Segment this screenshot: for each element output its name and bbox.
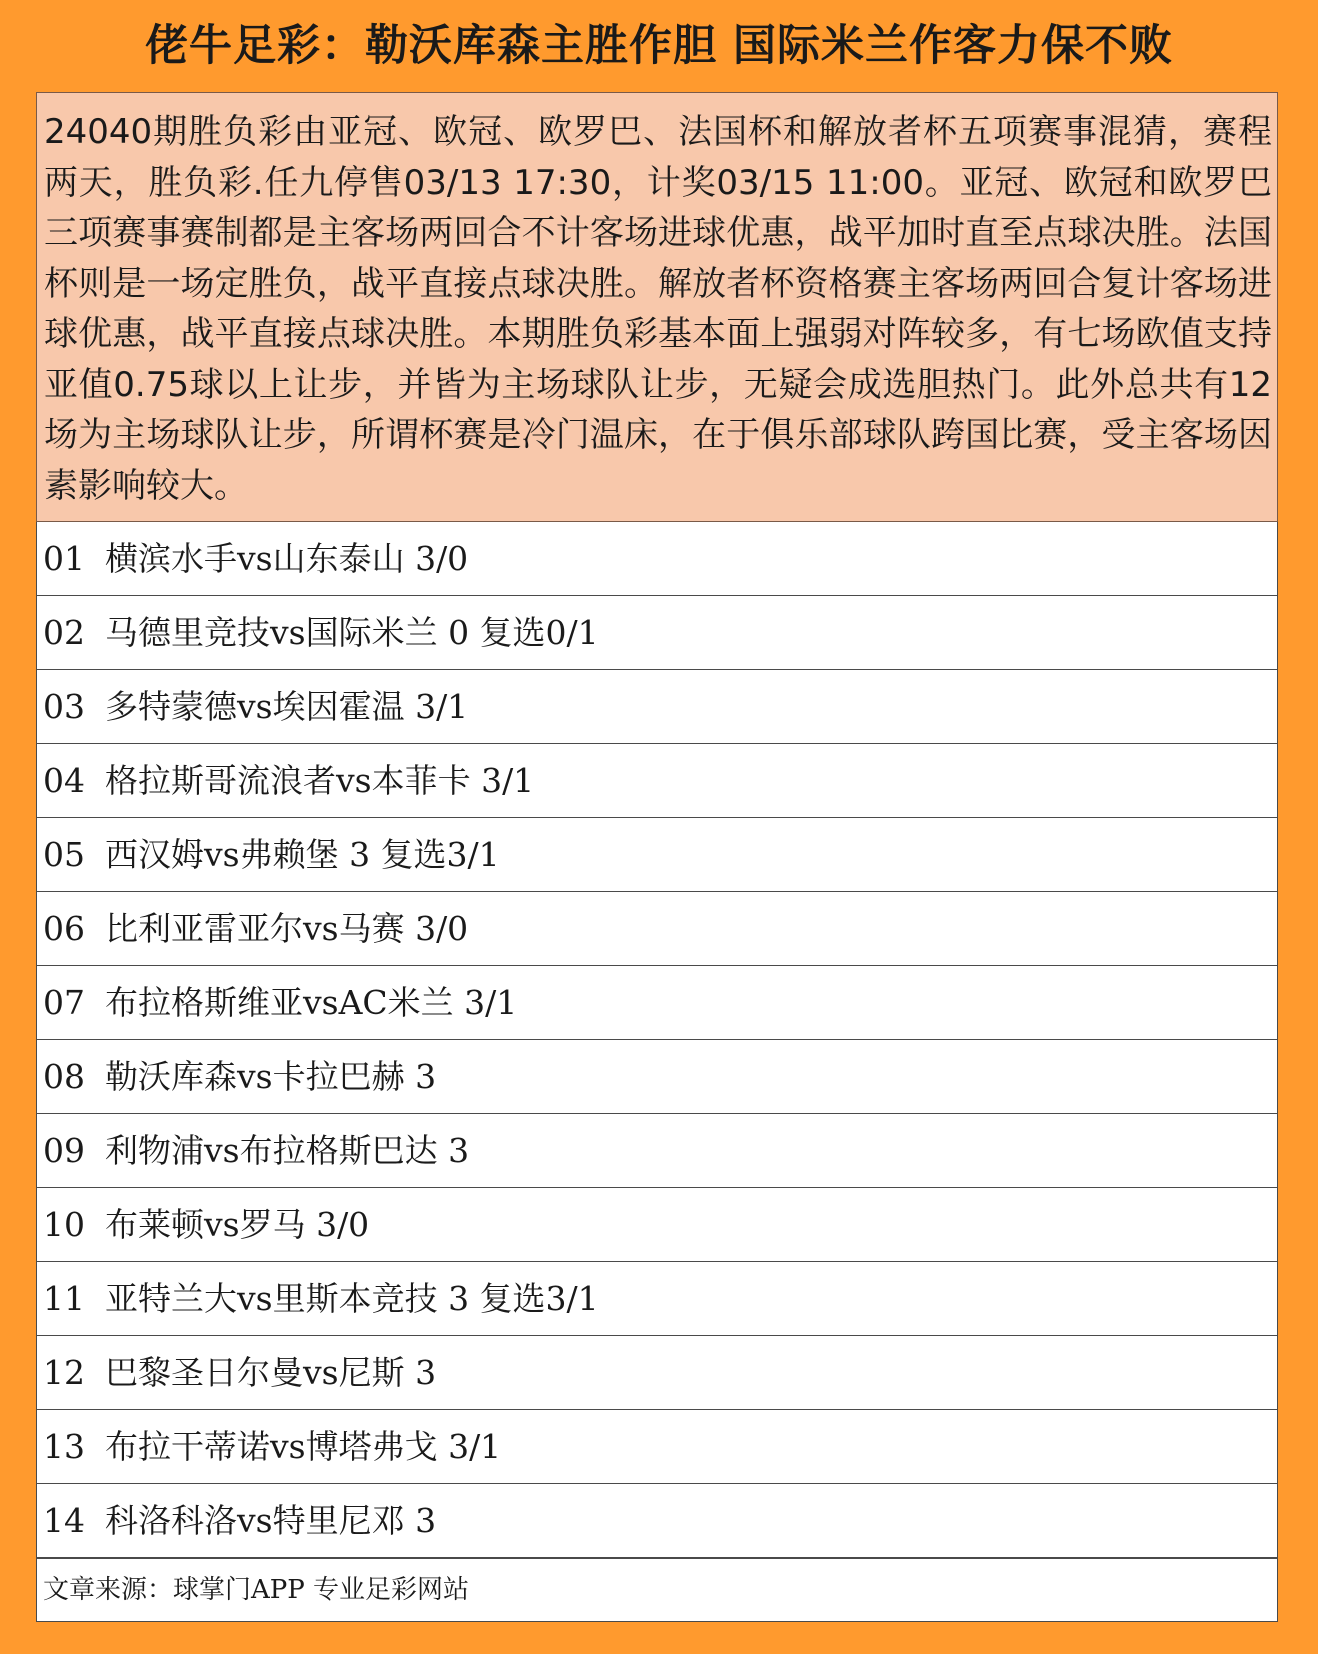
match-number: 09 (43, 1131, 85, 1170)
match-list (36, 522, 1278, 1558)
match-number: 06 (43, 909, 85, 948)
match-row (36, 1040, 1278, 1114)
match-pick: 比利亚雷亚尔vs马赛 3/0 (105, 909, 469, 948)
match-number: 07 (43, 983, 85, 1022)
match-pick: 布莱顿vs罗马 3/0 (105, 1205, 370, 1244)
match-row (36, 1484, 1278, 1558)
match-row (36, 670, 1278, 744)
match-number: 04 (43, 761, 85, 800)
match-row (36, 522, 1278, 596)
match-pick: 马德里竞技vs国际米兰 0 复选0/1 (105, 613, 599, 652)
match-row (36, 966, 1278, 1040)
match-pick: 横滨水手vs山东泰山 3/0 (105, 539, 469, 578)
match-number: 01 (43, 539, 85, 578)
match-pick: 多特蒙德vs埃因霍温 3/1 (105, 687, 469, 726)
match-number: 10 (43, 1205, 85, 1244)
match-number: 03 (43, 687, 85, 726)
match-pick: 巴黎圣日尔曼vs尼斯 3 (105, 1353, 437, 1392)
page-title: 佬牛足彩：勒沃库森主胜作胆 国际米兰作客力保不败 (145, 21, 1173, 71)
match-number: 11 (43, 1279, 85, 1318)
match-pick: 布拉干蒂诺vs博塔弗戈 3/1 (105, 1427, 502, 1466)
match-pick: 布拉格斯维亚vsAC米兰 3/1 (105, 983, 518, 1022)
match-pick: 科洛科洛vs特里尼邓 3 (105, 1501, 437, 1540)
match-pick: 西汉姆vs弗赖堡 3 复选3/1 (105, 835, 500, 874)
match-number: 08 (43, 1057, 85, 1096)
source-footer: 文章来源：球掌门APP 专业足彩网站 (36, 1558, 1278, 1622)
match-pick: 勒沃库森vs卡拉巴赫 3 (105, 1057, 437, 1096)
match-pick: 利物浦vs布拉格斯巴达 3 (105, 1131, 470, 1170)
match-number: 12 (43, 1353, 85, 1392)
match-row (36, 892, 1278, 966)
match-row (36, 596, 1278, 670)
match-row (36, 818, 1278, 892)
match-row (36, 1114, 1278, 1188)
match-row (36, 1336, 1278, 1410)
match-row (36, 1262, 1278, 1336)
match-number: 05 (43, 835, 85, 874)
match-pick: 亚特兰大vs里斯本竞技 3 复选3/1 (105, 1279, 599, 1318)
intro-paragraph: 24040期胜负彩由亚冠、欧冠、欧罗巴、法国杯和解放者杯五项赛事混猜，赛程两天，胜负彩.任九停售03/13 17:30，计奖03/15 11:00。亚冠、欧冠和欧罗巴三项赛事赛制都是主客场两回合不计客场进球优惠，战平加时直至点球决胜。法国杯则是一场定胜负，战平直接点球决胜。解放者杯资格赛主客场两回合复计客场进球优惠，战平直接点球决胜。本期胜负彩基本面上强弱对阵较多，有七场欧值支持亚值0.75球以上让步，并皆为主场球队让步，无疑会成选胆热门。此外总共有12场为主场球队让步，所谓杯赛是冷门温床，在于俱乐部球队跨国比赛，受主客场因素影响较大。 (36, 92, 1278, 522)
match-row (36, 1188, 1278, 1262)
match-row (36, 1410, 1278, 1484)
match-row (36, 744, 1278, 818)
match-pick: 格拉斯哥流浪者vs本菲卡 3/1 (105, 761, 535, 800)
match-number: 14 (43, 1501, 85, 1540)
match-number: 02 (43, 613, 85, 652)
match-number: 13 (43, 1427, 85, 1466)
